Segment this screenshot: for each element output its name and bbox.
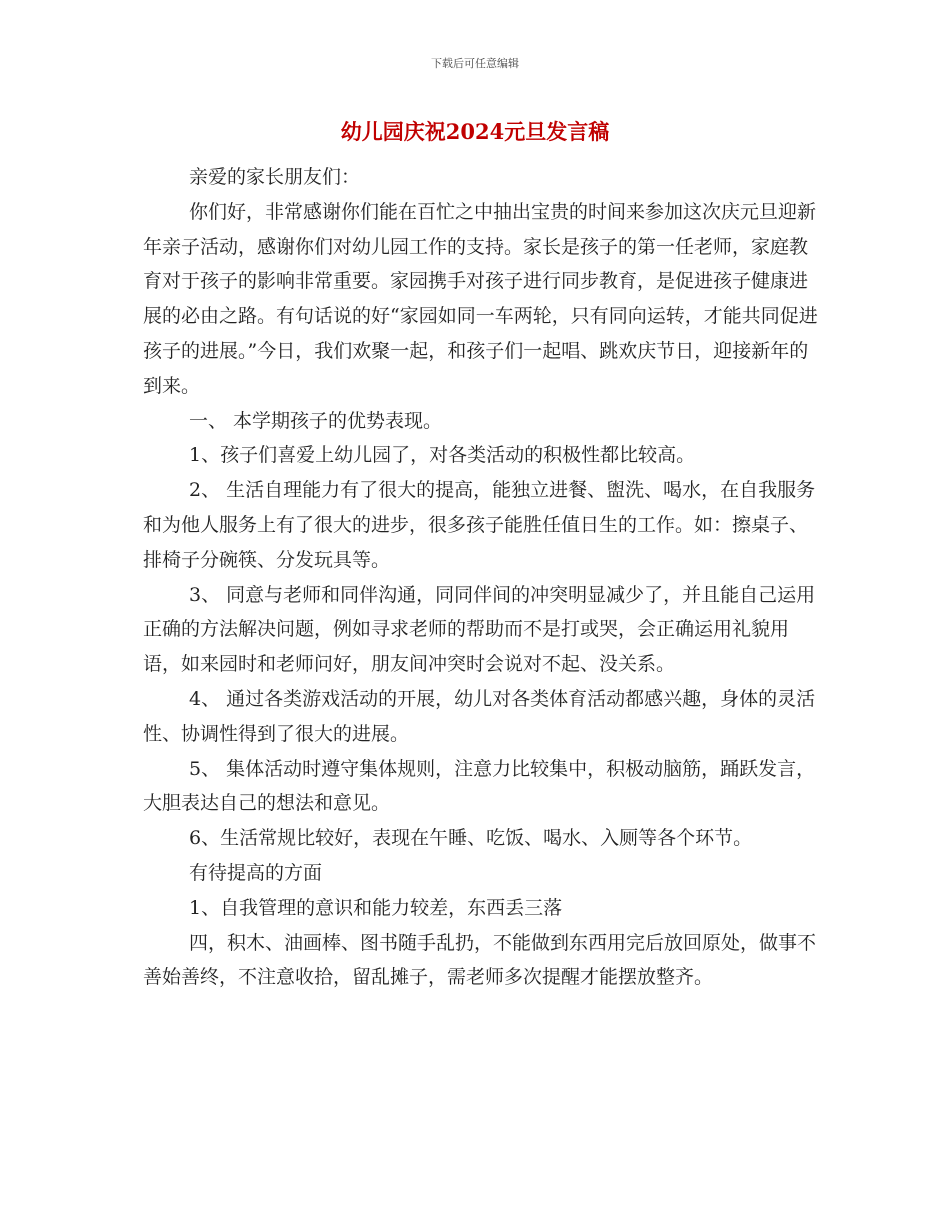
document-title: 幼儿园庆祝2024元旦发言稿: [340, 119, 610, 144]
paragraph-item-4: 4、 通过各类游戏活动的开展，幼儿对各类体育活动都感兴趣，身体的灵活性、协调性得到了很大的进展。: [143, 687, 816, 745]
paragraph-improvement-1-cont: 四，积木、油画棒、图书随手乱扔，不能做到东西用完后放回原处，做事不善始善终，不注意收拾，留乱摊子，需老师多次提醒才能摆放整齐。: [143, 931, 817, 989]
section-heading-strengths: 一、 本学期孩子的优势表现。: [189, 409, 443, 432]
paragraph-item-1: 1、孩子们喜爱上幼儿园了，对各类活动的积极性都比较高。: [189, 444, 696, 467]
paragraph-improvement-1: 1、自我管理的意识和能力较差，东西丢三落: [189, 896, 563, 919]
paragraph-item-2: 2、 生活自理能力有了很大的提高，能独立进餐、盥洗、喝水，在自我服务和为他人服务上有了很大的进步，很多孩子能胜任值日生的工作。如：擦桌子、排椅子分碗筷、分发玩具等。: [143, 479, 816, 571]
paragraph-item-5: 5、 集体活动时遵守集体规则，注意力比较集中，积极动脑筋，踊跃发言，大胆表达自己的想法和意见。: [143, 757, 816, 815]
document-body: [143, 160, 823, 995]
paragraph-item-3: 3、 同意与老师和同伴沟通，同同伴间的冲突明显减少了，并且能自己运用正确的方法解决问题，例如寻求老师的帮助而不是打或哭，会正确运用礼貌用语，如来园时和老师问好，朋友间冲突时会说对不起、没关系。: [143, 583, 816, 676]
section-heading-improvements: 有待提高的方面: [189, 861, 323, 884]
paragraph-salutation: 亲爱的家长朋友们：: [189, 166, 361, 188]
header-note: 下载后可任意编辑: [431, 57, 519, 70]
paragraph-greeting: 你们好，非常感谢你们能在百忙之中抽出宝贵的时间来参加这次庆元旦迎新年亲子活动，感谢你们对幼儿园工作的支持。家长是孩子的第一任老师，家庭教育对于孩子的影响非常重要。家园携手对孩子进行同步教育，是促进孩子健康进展的必由之路。有句话说的好“家园如同一车两轮，只有同向运转，才能共同促进孩子的进展。”今日，我们欢聚一起，和孩子们一起唱、跳欢庆节日，迎接新年的到来。: [143, 200, 818, 397]
paragraph-item-6: 6、生活常规比较好，表现在午睡、吃饭、喝水、入厕等各个环节。: [189, 827, 753, 850]
